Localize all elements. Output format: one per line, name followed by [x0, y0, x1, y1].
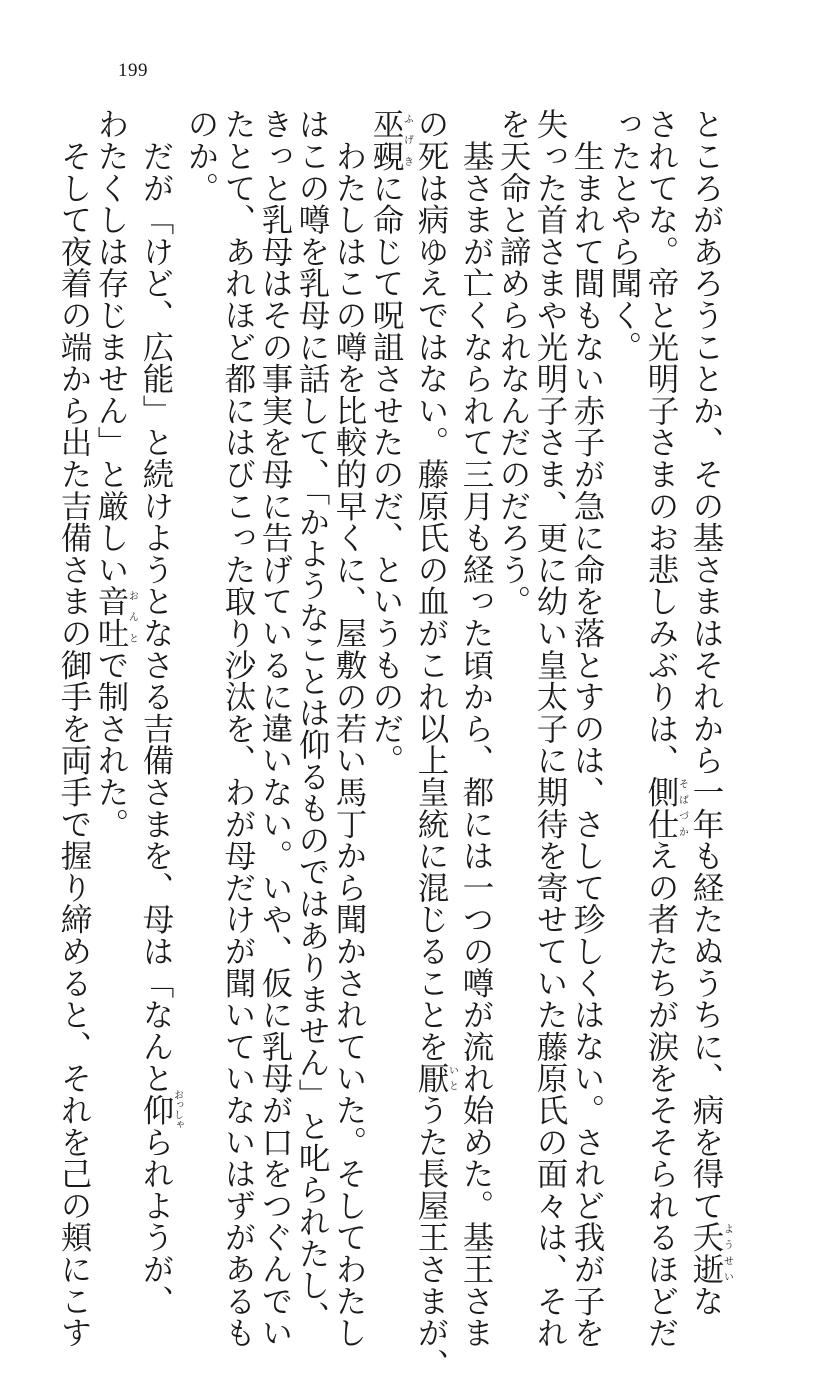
text-line [330, 108, 367, 1349]
text-line [531, 108, 568, 1349]
ruby-reading: いと [446, 1062, 458, 1094]
ruby-base: 仰 [138, 1089, 174, 1130]
text-segment: を天命と諦められなんだのだろう。 [495, 108, 531, 617]
ruby-base: 音吐 [93, 585, 129, 649]
ruby-annotated-word [93, 585, 138, 649]
text-segment: そして夜着の端から出た吉備さまの御手を両手で握り締めると、それを己の頬にこす [56, 108, 92, 1349]
text-line [55, 108, 92, 1349]
text-line [137, 108, 183, 1317]
ruby-base: 夭逝 [688, 1221, 724, 1285]
ruby-base: 側仕 [643, 775, 679, 840]
ruby-reading: ふげき [401, 108, 413, 172]
ruby-annotated-word [413, 1062, 458, 1094]
text-segment: だが「けど、広能」と続けようとなさる吉備さまを、母は「なんと [138, 108, 174, 1094]
ruby-annotated-word [643, 775, 688, 840]
text-segment: はこの噂を乳母に話して、「かようなことは仰るものではありません」と叱られたし、 [294, 108, 330, 1333]
text-segment: 失った首さまや光明子さま、更に幼い皇太子に期待を寄せていた藤原氏の面々は、それ [532, 108, 568, 1349]
text-segment: の死は病ゆえではない。藤原氏の血がこれ以上皇統に混じることを [413, 108, 449, 1062]
text-line [367, 108, 412, 1118]
ruby-annotated-word [368, 108, 413, 172]
text-segment: で制された。 [93, 648, 129, 840]
text-segment: たとて、あれほど都にはびこった取り沙汰を、わが母だけが聞いていないはずがあるも [220, 108, 256, 1349]
text-line [256, 108, 293, 1349]
ruby-reading: そばづか [676, 775, 688, 840]
text-line [642, 108, 688, 1349]
text-segment: きっと乳母はその事実を母に告げているに違いない。いや、仮に乳母が口をつぐんでい [257, 108, 293, 1349]
text-line [92, 108, 137, 1118]
text-line [687, 108, 733, 1317]
text-line [568, 108, 605, 1349]
page-number: 199 [118, 60, 148, 81]
text-line [457, 108, 494, 1349]
text-line [494, 108, 531, 1118]
text-segment: 基さまが亡くなられて三月も経った頃から、都には一つの噂が流れ始めた。基王さま [458, 108, 494, 1349]
text-line [412, 108, 458, 1380]
ruby-reading: ようせい [721, 1221, 733, 1285]
text-line [605, 108, 642, 1118]
text-segment: されてな。帝と光明子さまのお悲しみぶりは、 [643, 108, 679, 776]
vertical-text-body [56, 108, 733, 1380]
ruby-reading: おっしゃ [171, 1089, 183, 1130]
text-line [182, 108, 219, 1118]
text-line [219, 108, 256, 1349]
text-segment: のか。 [183, 108, 219, 204]
text-segment: ところがあろうことか、その基さまはそれから一年も経たぬうちに、病を得て [688, 108, 724, 1221]
text-segment: に命じて呪詛させたのだ、というものだ。 [368, 171, 404, 776]
text-segment: な [688, 1284, 724, 1317]
ruby-reading: おんと [126, 585, 138, 649]
text-segment: うた長屋王さまが、 [413, 1093, 449, 1380]
text-segment: ったとやら聞く。 [606, 108, 642, 363]
ruby-annotated-word [138, 1089, 183, 1130]
ruby-base: 厭 [413, 1062, 449, 1094]
text-segment: わたしはこの噂を比較的早くに、屋敷の若い馬丁から聞かされていた。そしてわたし [331, 108, 367, 1349]
text-segment: られようが、 [138, 1125, 174, 1317]
text-line [293, 108, 330, 1333]
ruby-annotated-word [688, 1221, 733, 1285]
ruby-base: 巫覡 [368, 108, 404, 172]
text-segment: わたくしは存じません」と厳しい [93, 108, 129, 585]
text-segment: 生まれて間もない赤子が急に命を落とすのは、さして珍しくはない。されど我が子を [569, 108, 605, 1349]
text-segment: えの者たちが涙をそそられるほどだ [643, 839, 679, 1349]
